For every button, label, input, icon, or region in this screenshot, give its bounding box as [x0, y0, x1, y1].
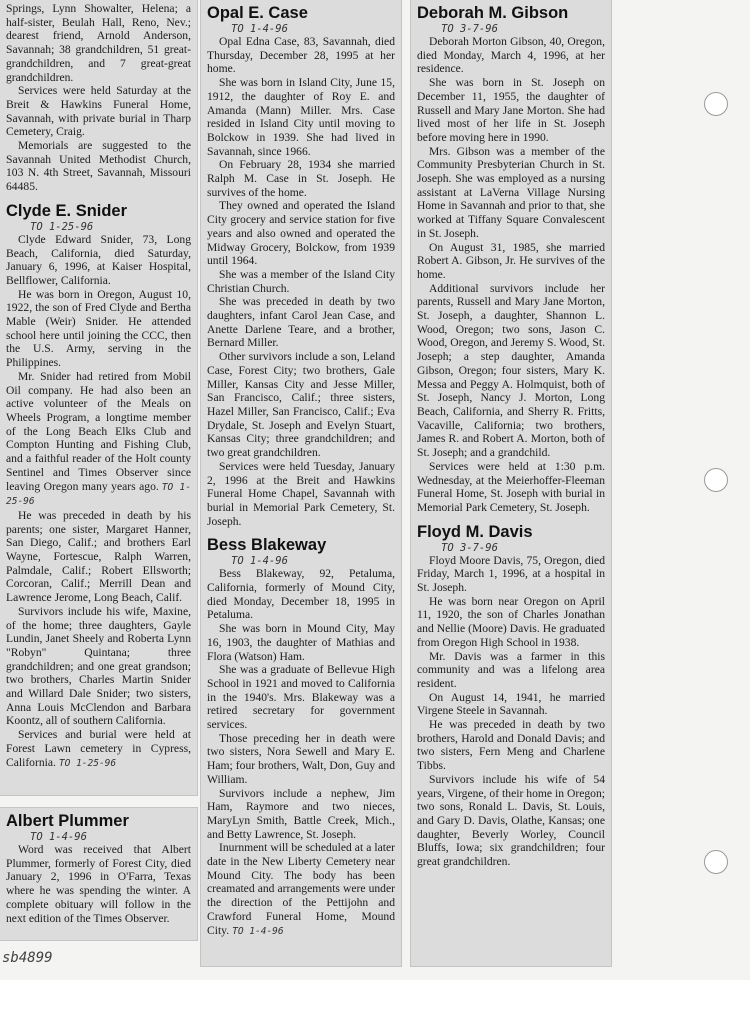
- obit-para: He was preceded in death by two brothers, Harold and Donald Davis; and two sisters, Fern Meng and Charlene Tibbs.: [417, 718, 605, 773]
- obit-continued-para: Springs, Lynn Showalter, Helena; a half-sister, Beulah Hall, Reno, Nev.; dearest friend, Arnold Anderson, Savannah; 38 grandchildren, 51 great-grandchildren, and 7 great-great grandchildren.: [6, 2, 191, 84]
- handwritten-date-note: TO 1-25-96: [6, 481, 191, 508]
- obit-title-plummer: Albert Plummer: [6, 812, 129, 830]
- obit-title-blakeway: Bess Blakeway: [207, 536, 327, 555]
- obit-para: She was preceded in death by two daughters, infant Carol Jean Case, and Anette Darlene Teare, and a brother, Bernard Miller.: [207, 295, 395, 350]
- obit-para: [6, 728, 191, 770]
- obit-para: On February 28, 1934 she married Ralph M. Case in St. Joseph. He survives of the home.: [207, 158, 395, 199]
- obit-para: Other survivors include a son, Leland Case, Forest City; two brothers, Gale Miller, Kansas City and Jesse Miller, San Francisco, Calif.; three sisters, Hazel Miller, San Francisco, Calif.; Eva Drydale, St. Joseph and Evelyn Stuart, Kansas City; three grandchildren; and two great grandchildren.: [207, 350, 395, 460]
- obit-para: She was born in Island City, June 15, 1912, the daughter of Roy E. and Amanda (Mann) Miller. Mrs. Case resided in Island City until moving to Bolckow in 1939. She had lived in Savannah, since 1966.: [207, 76, 395, 158]
- obit-para: Word was received that Albert Plummer, formerly of Forest City, died January 2, 1996 in O'Farra, Texas where he was spending the winter. A complete obituary will follow in the next edition of the Times Observer.: [6, 843, 191, 925]
- obit-para: Additional survivors include her parents, Russell and Mary Jane Morton, St. Joseph, a daughter, Shannon L. Wood, Oregon; two sons, Jason C. Wood, Oregon, and Jeremy S. Wood, St. Joseph; a step daughter, Amanda Gibson, Oregon; four sisters, Mary K. Messa and Peggy A. Holmquist, both of St. Joseph, Nancy J. Morton, Long Beach, California, and Sherry R. Fritts, Vacaville, California; two brothers, James R. and Robert A. Morton, both of St. Joseph; and a grandchild.: [417, 281, 605, 460]
- obit-continued-para: Memorials are suggested to the Savannah United Methodist Church, 103 N. 4th Street, Savannah, Missouri 64485.: [6, 139, 191, 194]
- obit-para: Clyde Edward Snider, 73, Long Beach, California, died Saturday, January 6, 1996, at Kaiser Hospital, Bellflower, California.: [6, 232, 191, 287]
- handwritten-date-note: TO 1-4-96: [30, 831, 87, 843]
- handwritten-date-note: TO 1-4-96: [232, 925, 284, 937]
- obit-para: She was born in Mound City, May 16, 1903, the daughter of Mathias and Flora (Watson) Ham.: [207, 622, 395, 663]
- scrapbook-reference-number: sb4899: [2, 950, 53, 966]
- obit-para: They owned and operated the Island City grocery and service station for five years and also owned and operated the Midway Grocery, Bolckow, from 1939 until 1964.: [207, 199, 395, 268]
- obit-para: Survivors include his wife of 54 years, Virgene, of their home in Oregon; two sons, Ronald L. Davis, St. Louis, and Gary D. Davis, Olathe, Kansas; one daughter, Beverly Worley, Council Bluffs, Iowa; six grandchildren; four great grandchildren.: [417, 772, 605, 869]
- obit-para: She was a member of the Island City Christian Church.: [207, 267, 395, 295]
- obit-para-text: Inurnment will be scheduled at a later date in the New Liberty Cemetery near Mound City. The body has been creamated and arrangements were under the direction of the Pettijohn and Crawford Funeral Home, Mound City.: [207, 841, 395, 937]
- obit-para: Survivors include his wife, Maxine, of the home; three daughters, Gayle Lundin, Janet Sheely and Roberta Lynn "Robyn" Quintana; three grandchildren; and one great grandson; two brothers, Charles Martin Snider and Willard Dale Snider; two sisters, Anna Louis McClendon and Barbara Koontz, all of southern California.: [6, 604, 191, 728]
- obit-para: Mr. Davis was a farmer in this community and was a lifelong area resident.: [417, 649, 605, 690]
- clipping-gibson-davis: [411, 0, 611, 966]
- obit-para: He was born near Oregon on April 11, 1920, the son of Charles Jonathan and Nellie (Moore) Davis. He graduated from Oregon High School in 1938.: [417, 594, 605, 649]
- handwritten-date-note: TO 1-25-96: [58, 757, 117, 769]
- obit-para: On August 14, 1941, he married Virgene Steele in Savannah.: [417, 690, 605, 718]
- obit-continued-para: Services were held Saturday at the Breit & Hawkins Funeral Home, Savannah, with private burial in Tharp Cemetery, Craig.: [6, 84, 191, 139]
- obit-para: Floyd Moore Davis, 75, Oregon, died Friday, March 1, 1996, at a hospital in St. Joseph.: [417, 553, 605, 595]
- binder-hole: [704, 468, 728, 492]
- obit-para-text: Mr. Snider had retired from Mobil Oil company. He had also been an active volunteer of the Meals on Wheels Program, a longtime member of the Long Beach Elks Club and Compton Hunting and Fishing Club, and a faithful reader of the Holt county Sentinel and Times Observer since leaving Oregon many years ago.: [6, 369, 191, 493]
- clipping-snider: [0, 0, 197, 795]
- obit-title-case: Opal E. Case: [207, 4, 308, 22]
- obit-para: [207, 841, 395, 938]
- obit-title-davis: Floyd M. Davis: [417, 522, 533, 541]
- clipping-plummer: [0, 808, 197, 940]
- obit-para: She was a graduate of Bellevue High School in 1921 and moved to California in the 1940's. Mrs. Blakeway was a retired secretary for government services.: [207, 663, 395, 732]
- handwritten-date-note: TO 1-4-96: [231, 23, 288, 35]
- binder-hole: [704, 92, 728, 116]
- obit-title-gibson: Deborah M. Gibson: [417, 4, 569, 22]
- obit-para: Opal Edna Case, 83, Savannah, died Thursday, December 28, 1995 at her home.: [207, 35, 395, 76]
- obit-para: He was born in Oregon, August 10, 1922, the son of Fred Clyde and Bertha Mable (Weir) Snider. He attended school here until joining the CCC, then the U.S. Army, serving in the Philippines.: [6, 287, 191, 370]
- obit-para: [6, 370, 191, 509]
- obit-para: Bess Blakeway, 92, Petaluma, California, formerly of Mound City, died Monday, December 18, 1995 in Petaluma.: [207, 567, 395, 622]
- obit-para: He was preceded in death by his parents; one sister, Margaret Hanner, San Diego, Calif.; and brothers Earl Wayne, Fortescue, Ralph Warren, Palmdale, Calif.; Robert Ellsworth; Corcoran, Calif.; Merrill Dean and Lawrence Jerome, Long Beach, Calif.: [6, 508, 191, 605]
- clipping-case-blakeway: [201, 0, 401, 966]
- handwritten-date-note: TO 1-25-96: [30, 220, 94, 233]
- obit-para: On August 31, 1985, she married Robert A. Gibson, Jr. He survives of the home.: [417, 240, 605, 281]
- obit-para-text: Services and burial were held at Forest Lawn cemetery in Cypress, California.: [6, 728, 191, 769]
- obit-title-snider: Clyde E. Snider: [6, 201, 128, 220]
- obit-para: Survivors include a nephew, Jim Ham, Raymore and two nieces, MaryLyn Smith, Battle Creek, Mich., and Betty Lawrence, St. Joseph.: [207, 786, 395, 841]
- handwritten-date-note: TO 1-4-96: [231, 555, 288, 568]
- obit-para: She was born in St. Joseph on December 11, 1955, the daughter of Russell and Mary Jane Morton. She had lived most of her life in St. Joseph before moving here in 1990.: [417, 76, 605, 144]
- obit-para: Mrs. Gibson was a member of the Community Presbyterian Church in St. Joseph. She was employed as a nursing assistant at LaVerna Village Nursing Home in Savannah and prior to that, she worked at Tiffany Square Convalescent in St. Joseph.: [417, 144, 605, 240]
- handwritten-date-note: TO 3-7-96: [441, 541, 498, 554]
- obit-para: Those preceding her in death were two sisters, Nora Sewell and Mary E. Ham; four brothers, Walt, Don, Guy and William.: [207, 731, 395, 786]
- handwritten-date-note: TO 3-7-96: [441, 23, 498, 35]
- obit-para: Deborah Morton Gibson, 40, Oregon, died Monday, March 4, 1996, at her residence.: [417, 35, 605, 76]
- binder-hole: [704, 850, 728, 874]
- obit-para: Services were held at 1:30 p.m. Wednesday, at the Meierhoffer-Fleeman Funeral Home, St. Joseph with burial in Memorial Park Cemetery, St. Joseph.: [417, 459, 605, 514]
- obit-para: Services were held Tuesday, January 2, 1996 at the Breit and Hawkins Funeral Home Chapel, Savannah with burial in Memorial Park Cemetery, St. Joseph.: [207, 459, 395, 528]
